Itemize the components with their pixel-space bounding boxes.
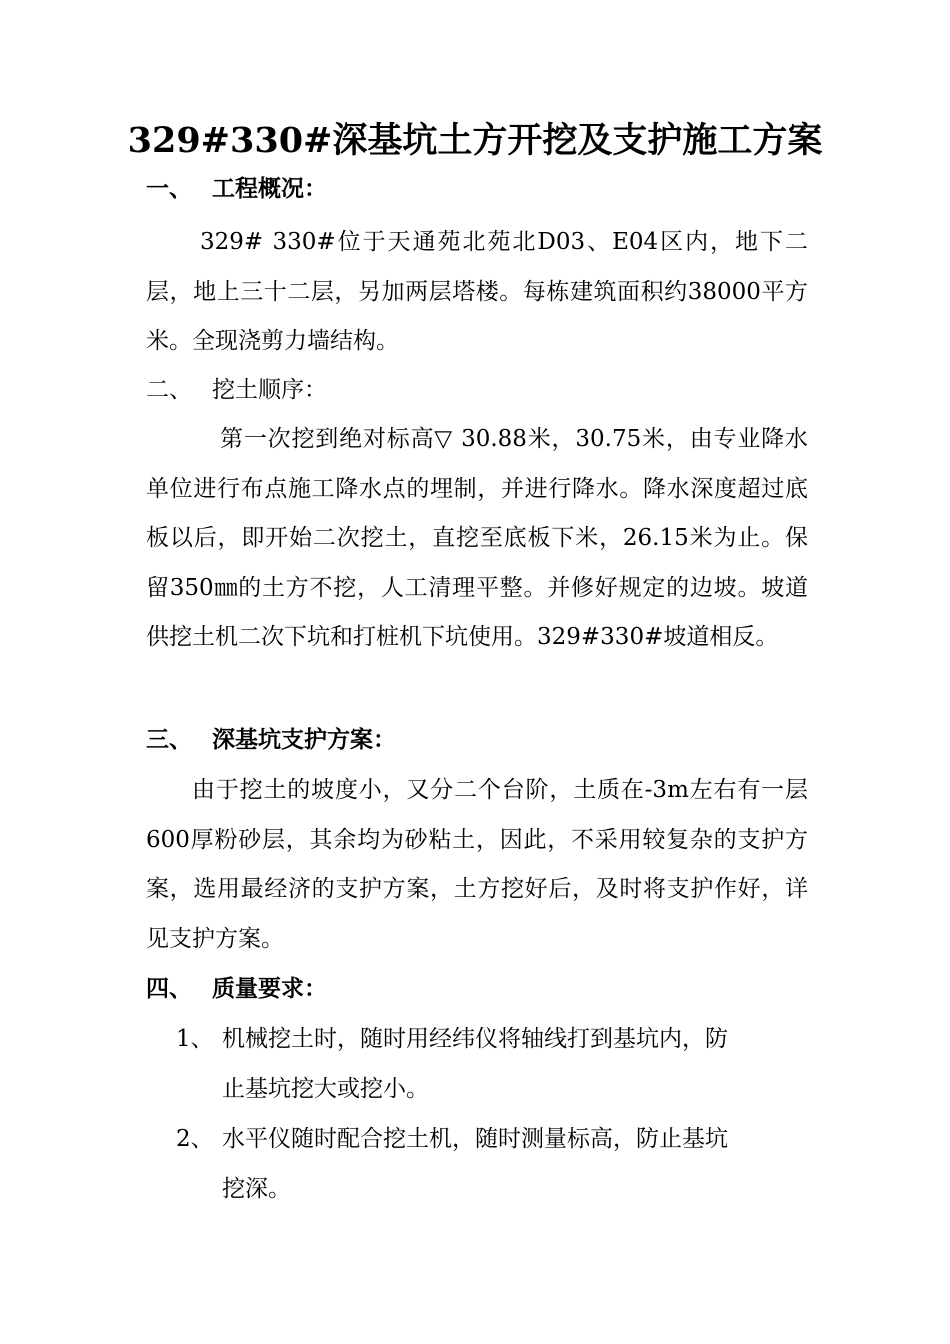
section-title: 深基坑支护方案： [212, 726, 396, 753]
section-heading-support-plan [146, 725, 396, 755]
section-paragraph-support-plan: 由于挖土的坡度小，又分二个台阶，土质在-3m左右有一层600厚粉砂层，其余均为砂粘土，因此，不采用较复杂的支护方案，选用最经济的支护方案，土方挖好后，及时将支护作好，详见支护方案。 [146, 777, 808, 952]
section-heading-excavation-order [146, 375, 327, 405]
list-marker: 1、 [176, 1026, 214, 1052]
section-heading-overview [146, 174, 327, 204]
list-item-line: 机械挖土时，随时用经纬仪将轴线打到基坑内，防 [222, 1026, 728, 1052]
section-title: 质量要求： [212, 975, 327, 1002]
list-item [176, 1015, 808, 1114]
list-item-line: 水平仪随时配合挖土机，随时测量标高，防止基坑 [222, 1126, 728, 1152]
list-item-line: 止基坑挖大或挖小。 [222, 1075, 429, 1102]
list-item [176, 1115, 808, 1214]
section-number: 二、 [146, 377, 192, 403]
section-number: 三、 [146, 726, 192, 753]
document-title: 329#330#深基坑土方开挖及支护施工方案 [127, 120, 823, 161]
list-marker: 2、 [176, 1126, 214, 1152]
section-heading-quality [146, 974, 327, 1004]
section-number: 四、 [146, 975, 192, 1002]
section-number: 一、 [146, 175, 192, 202]
section-paragraph-excavation-order: 第一次挖到绝对标高▽ 30.88米，30.75米，由专业降水单位进行布点施工降水点的埋制，并进行降水。降水深度超过底板以后，即开始二次挖土，直挖至底板下米，26.15米为止。保留350㎜的土方不挖，人工清理平整。并修好规定的边坡。坡道供挖土机二次下坑和打桩机下坑使用。329#330#坡道相反。 [146, 426, 808, 650]
section-title: 挖土顺序： [212, 377, 327, 403]
section-paragraph-overview: 329# 330#位于天通苑北苑北D03、E04区内，地下二层，地上三十二层，另加两层塔楼。每栋建筑面积约38000平方米。全现浇剪力墙结构。 [146, 229, 808, 354]
section-title: 工程概况： [212, 175, 327, 202]
list-item-line: 挖深。 [222, 1175, 291, 1202]
